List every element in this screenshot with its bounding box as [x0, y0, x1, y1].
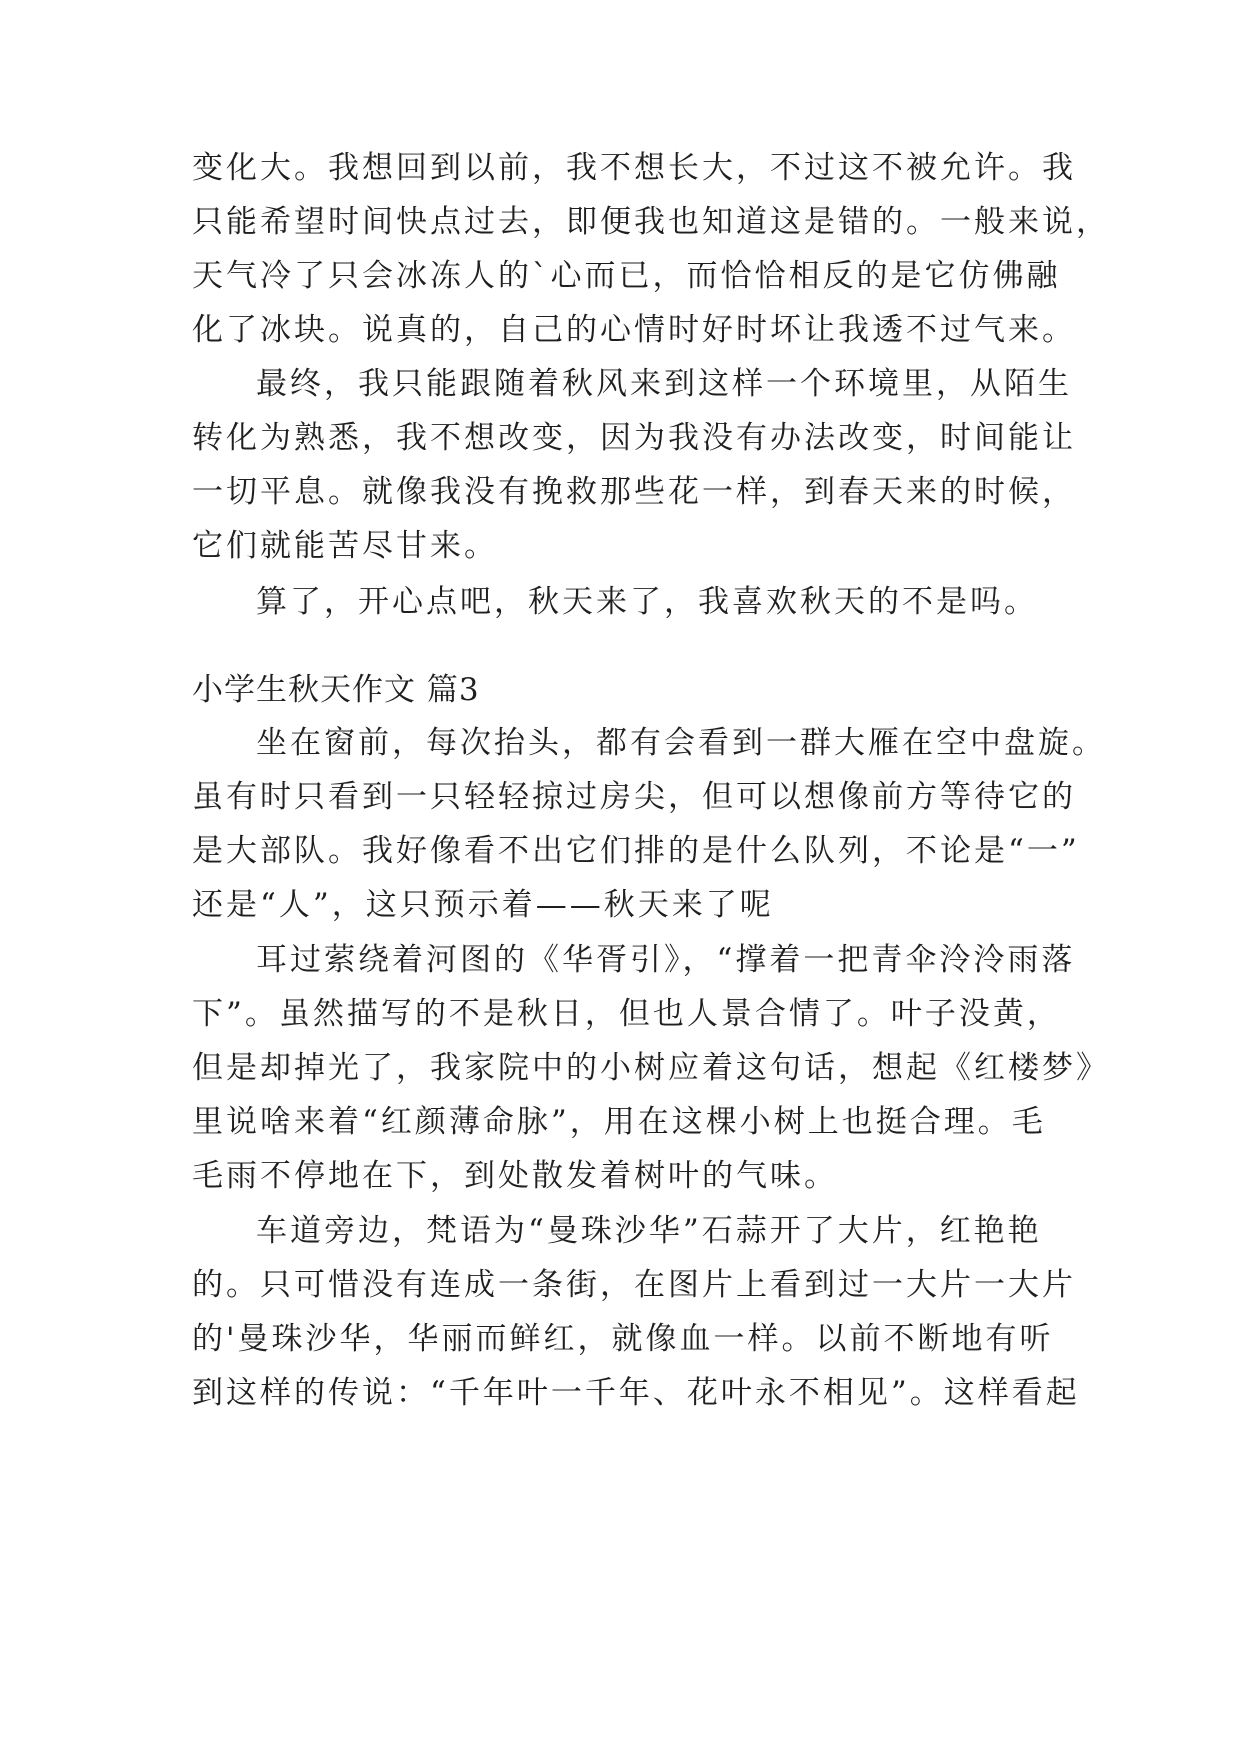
paragraph-line: 变化大。我想回到以前，我不想长大，不过这不被允许。我 — [192, 150, 1076, 186]
paragraph-line: 还是“人”，这只预示着——秋天来了呢 — [192, 887, 774, 923]
paragraph-line: 耳过萦绕着河图的《华胥引》，“撑着一把青伞泠泠雨落 — [256, 942, 1076, 978]
paragraph-line: 车道旁边，梵语为“曼珠沙华”石蒜开了大片，红艳艳 — [256, 1213, 1042, 1249]
paragraph-line: 最终，我只能跟随着秋风来到这样一个环境里，从陌生 — [256, 366, 1072, 402]
paragraph-line: 一切平息。就像我没有挽救那些花一样，到春天来的时候， — [192, 474, 1076, 510]
paragraph-line: 只能希望时间快点过去，即便我也知道这是错的。一般来说， — [192, 204, 1110, 240]
paragraph-line: 转化为熟悉，我不想改变，因为我没有办法改变，时间能让 — [192, 420, 1076, 456]
paragraph-line: 下”。虽然描写的不是秋日，但也人景合情了。叶子没黄， — [192, 996, 1061, 1032]
paragraph-line: 化了冰块。说真的，自己的心情时好时坏让我透不过气来。 — [192, 312, 1076, 348]
paragraph-line: 天气冷了只会冰冻人的`心而已，而恰恰相反的是它仿佛融 — [192, 258, 1061, 294]
paragraph-line: 的。只可惜没有连成一条街，在图片上看到过一大片一大片 — [192, 1267, 1076, 1303]
paragraph-line: 到这样的传说：“千年叶一千年、花叶永不相见”。这样看起 — [192, 1375, 1080, 1411]
paragraph-line: 算了，开心点吧，秋天来了，我喜欢秋天的不是吗。 — [256, 584, 1038, 620]
paragraph-line: 是大部队。我好像看不出它们排的是什么队列，不论是“一” — [192, 833, 1080, 869]
paragraph-line: 它们就能苦尽甘来。 — [192, 528, 498, 564]
paragraph-line: 但是却掉光了，我家院中的小树应着这句话，想起《红楼梦》 — [192, 1050, 1110, 1086]
paragraph-line: 坐在窗前，每次抬头，都有会看到一群大雁在空中盘旋。 — [256, 725, 1106, 761]
section-heading: 小学生秋天作文 篇3 — [192, 672, 480, 708]
paragraph-line: 里说啥来着“红颜薄命脉”，用在这棵小树上也挺合理。毛 — [192, 1104, 1046, 1140]
paragraph-line: 虽有时只看到一只轻轻掠过房尖，但可以想像前方等待它的 — [192, 779, 1076, 815]
paragraph-line: 毛雨不停地在下，到处散发着树叶的气味。 — [192, 1158, 838, 1194]
paragraph-line: 的'曼珠沙华，华丽而鲜红，就像血一样。以前不断地有听 — [192, 1321, 1054, 1357]
